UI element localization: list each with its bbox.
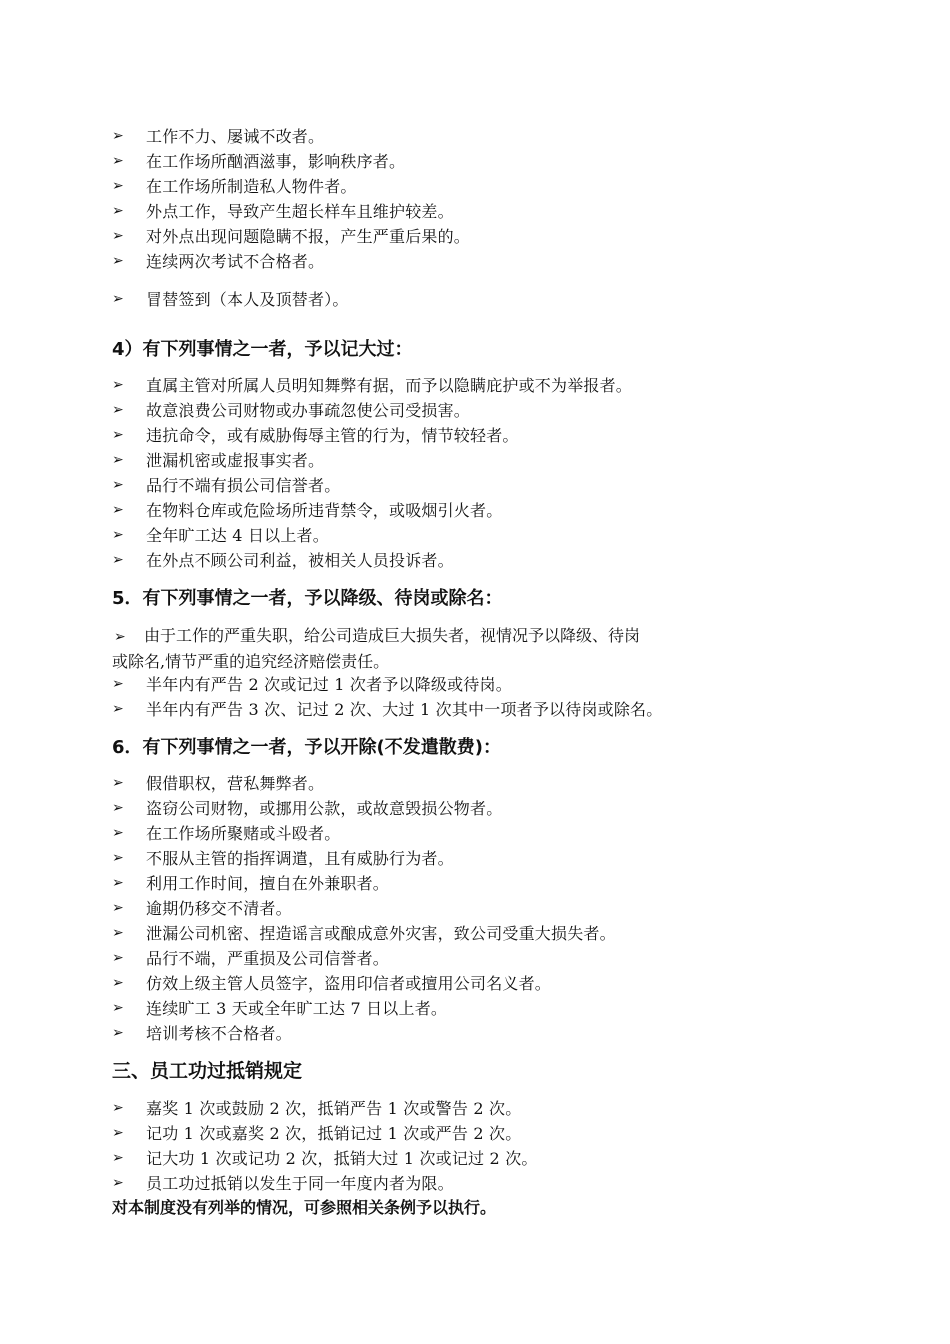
list-item: ➢ 连续旷工 3 天或全年旷工达 7 日以上者。 <box>112 996 762 1021</box>
section-3-list <box>112 1096 762 1196</box>
list-top <box>112 124 762 274</box>
list-item: ➢ 半年内有严告 3 次、记过 2 次、大过 1 次其中一项者予以待岗或除名。 <box>112 697 762 722</box>
list-item: ➢ 品行不端，严重损及公司信誉者。 <box>112 946 762 971</box>
arrow-bullet-icon: ➢ <box>112 1100 124 1116</box>
arrow-bullet-icon: ➢ <box>112 128 124 144</box>
list-item: ➢ 在物料仓库或危险场所违背禁令，或吸烟引火者。 <box>112 498 762 523</box>
section-3-heading: 三、员工功过抵销规定 <box>112 1060 303 1082</box>
list-item: ➢ 对外点出现问题隐瞒不报，产生严重后果的。 <box>112 224 762 249</box>
list-item: ➢ 泄漏公司机密、捏造谣言或酿成意外灾害，致公司受重大损失者。 <box>112 921 762 946</box>
arrow-bullet-icon: ➢ <box>112 800 124 816</box>
arrow-bullet-icon: ➢ <box>112 402 124 418</box>
section-5-heading: 5．有下列事情之一者，予以降级、待岗或除名： <box>112 588 503 609</box>
list-item: ➢ 品行不端有损公司信誉者。 <box>112 473 762 498</box>
section-6-heading: 6．有下列事情之一者，予以开除(不发遣散费)： <box>112 737 501 758</box>
list-item: ➢ 仿效上级主管人员签字，盗用印信者或擅用公司名义者。 <box>112 971 762 996</box>
list-item: ➢ 全年旷工达 4 日以上者。 <box>112 523 762 548</box>
arrow-bullet-icon: ➢ <box>112 178 124 194</box>
list-item: ➢ 记大功 1 次或记功 2 次，抵销大过 1 次或记过 2 次。 <box>112 1146 762 1171</box>
list-item: ➢ 假借职权，营私舞弊者。 <box>112 771 762 796</box>
list-item: ➢ 记功 1 次或嘉奖 2 次，抵销记过 1 次或严告 2 次。 <box>112 1121 762 1146</box>
arrow-bullet-icon: ➢ <box>112 228 124 244</box>
list-item: ➢ 在工作场所制造私人物件者。 <box>112 174 762 199</box>
list-item: ➢ 嘉奖 1 次或鼓励 2 次，抵销严告 1 次或警告 2 次。 <box>112 1096 762 1121</box>
list-item: ➢ 盗窃公司财物，或挪用公款，或故意毁损公物者。 <box>112 796 762 821</box>
list-item: ➢ 直属主管对所属人员明知舞弊有据，而予以隐瞒庇护或不为举报者。 <box>112 373 762 398</box>
arrow-bullet-icon: ➢ <box>112 825 124 841</box>
arrow-bullet-icon: ➢ <box>112 875 124 891</box>
arrow-bullet-icon: ➢ <box>112 377 124 393</box>
arrow-bullet-icon: ➢ <box>112 452 124 468</box>
section-4-list <box>112 373 762 573</box>
list-item: ➢ 不服从主管的指挥调遣，且有威胁行为者。 <box>112 846 762 871</box>
section-6-list <box>112 771 762 1046</box>
list-item: ➢ 逾期仍移交不清者。 <box>112 896 762 921</box>
list-item: ➢ 培训考核不合格者。 <box>112 1021 762 1046</box>
list-item: ➢ 在外点不顾公司利益，被相关人员投诉者。 <box>112 548 762 573</box>
arrow-bullet-icon: ➢ <box>112 701 124 717</box>
list-item: ➢ 半年内有严告 2 次或记过 1 次者予以降级或待岗。 <box>112 672 762 697</box>
list-item: ➢ 外点工作，导致产生超长样车且维护较差。 <box>112 199 762 224</box>
arrow-bullet-icon: ➢ <box>112 253 124 269</box>
arrow-bullet-icon: ➢ <box>112 950 124 966</box>
arrow-bullet-icon: ➢ <box>114 629 126 645</box>
arrow-bullet-icon: ➢ <box>112 552 124 568</box>
arrow-bullet-icon: ➢ <box>112 900 124 916</box>
section-5-list <box>112 672 762 722</box>
arrow-bullet-icon: ➢ <box>112 502 124 518</box>
list-item: ➢ 在工作场所酗酒滋事，影响秩序者。 <box>112 149 762 174</box>
arrow-bullet-icon: ➢ <box>112 850 124 866</box>
arrow-bullet-icon: ➢ <box>112 775 124 791</box>
list-item: ➢ 利用工作时间，擅自在外兼职者。 <box>112 871 762 896</box>
arrow-bullet-icon: ➢ <box>112 925 124 941</box>
list-item: ➢ 故意浪费公司财物或办事疏忽使公司受损害。 <box>112 398 762 423</box>
section-5-paragraph: ➢ 由于工作的严重失职，给公司造成巨大损失者，视情况予以降级、待岗 或除名,情节严重的追究经济赔偿责任。 <box>112 626 641 671</box>
arrow-bullet-icon: ➢ <box>112 676 124 692</box>
section-4-heading: 4）有下列事情之一者，予以记大过： <box>112 339 413 360</box>
arrow-bullet-icon: ➢ <box>112 427 124 443</box>
list-item: ➢ 员工功过抵销以发生于同一年度内者为限。 <box>112 1171 762 1196</box>
arrow-bullet-icon: ➢ <box>112 1175 124 1191</box>
list-item: ➢ 违抗命令，或有威胁侮辱主管的行为，情节较轻者。 <box>112 423 762 448</box>
list-item: ➢ 连续两次考试不合格者。 <box>112 249 762 274</box>
arrow-bullet-icon: ➢ <box>112 1025 124 1041</box>
arrow-bullet-icon: ➢ <box>112 153 124 169</box>
list-item: ➢ 泄漏机密或虚报事实者。 <box>112 448 762 473</box>
list-item: ➢ 冒替签到（本人及顶替者）。 <box>112 287 762 312</box>
list-item: ➢ 工作不力、屡诫不改者。 <box>112 124 762 149</box>
arrow-bullet-icon: ➢ <box>112 1150 124 1166</box>
arrow-bullet-icon: ➢ <box>112 975 124 991</box>
arrow-bullet-icon: ➢ <box>112 527 124 543</box>
arrow-bullet-icon: ➢ <box>112 1000 124 1016</box>
list-item: ➢ 在工作场所聚赌或斗殴者。 <box>112 821 762 846</box>
closing-statement: 对本制度没有列举的情况，可参照相关条例予以执行。 <box>112 1198 497 1217</box>
arrow-bullet-icon: ➢ <box>112 477 124 493</box>
arrow-bullet-icon: ➢ <box>112 291 124 307</box>
arrow-bullet-icon: ➢ <box>112 1125 124 1141</box>
list-top-extra <box>112 287 762 312</box>
arrow-bullet-icon: ➢ <box>112 203 124 219</box>
